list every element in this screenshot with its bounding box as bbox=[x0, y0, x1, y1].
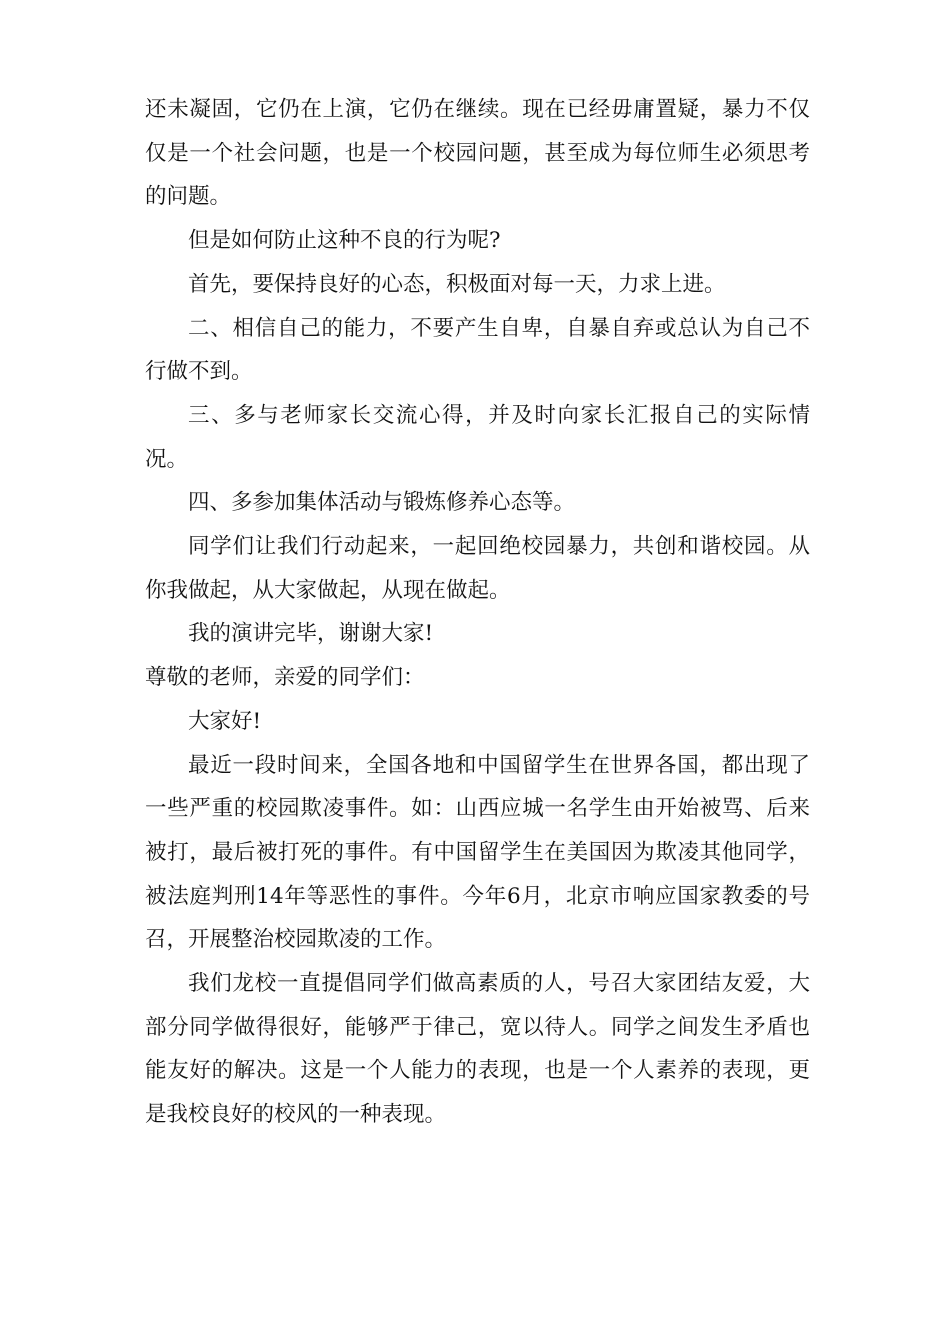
paragraph-point-fourth: 四、多参加集体活动与锻炼修养心态等。 bbox=[188, 490, 576, 516]
paragraph-point-first: 首先，要保持良好的心态，积极面对每一天，力求上进。 bbox=[188, 271, 726, 297]
document-body bbox=[145, 88, 810, 1137]
paragraph-school-culture: 我们龙校一直提倡同学们做高素质的人，号召大家团结友爱，大部分同学做得很好，能够严于律己，宽以待人。同学之间发生矛盾也能友好的解决。这是一个人能力的表现，也是一个人素养的表现，更是我校良好的校风的一种表现。 bbox=[145, 971, 810, 1128]
paragraph-call-to-action: 同学们让我们行动起来，一起回绝校园暴力，共创和谐校园。从你我做起，从大家做起，从现在做起。 bbox=[145, 534, 810, 603]
paragraph-continuation: 还未凝固，它仍在上演，它仍在继续。现在已经毋庸置疑，暴力不仅仅是一个社会问题，也是一个校园问题，甚至成为每位师生必须思考的问题。 bbox=[145, 97, 810, 210]
paragraph-incidents: 最近一段时间来，全国各地和中国留学生在世界各国，都出现了一些严重的校园欺凌事件。如：山西应城一名学生由开始被骂、后来被打，最后被打死的事件。有中国留学生在美国因为欺凌其他同学，被法庭判刑14年等恶性的事件。今年6月，北京市响应国家教委的号召，开展整治校园欺凌的工作。 bbox=[145, 752, 810, 953]
paragraph-greeting: 大家好! bbox=[188, 708, 262, 734]
paragraph-question: 但是如何防止这种不良的行为呢? bbox=[188, 228, 501, 254]
paragraph-point-third: 三、多与老师家长交流心得，并及时向家长汇报自己的实际情况。 bbox=[145, 402, 810, 472]
paragraph-point-second: 二、相信自己的能力，不要产生自卑，自暴自弃或总认为自己不行做不到。 bbox=[145, 315, 810, 385]
paragraph-salutation: 尊敬的老师，亲爱的同学们： bbox=[145, 665, 425, 691]
paragraph-closing: 我的演讲完毕，谢谢大家! bbox=[188, 621, 434, 647]
